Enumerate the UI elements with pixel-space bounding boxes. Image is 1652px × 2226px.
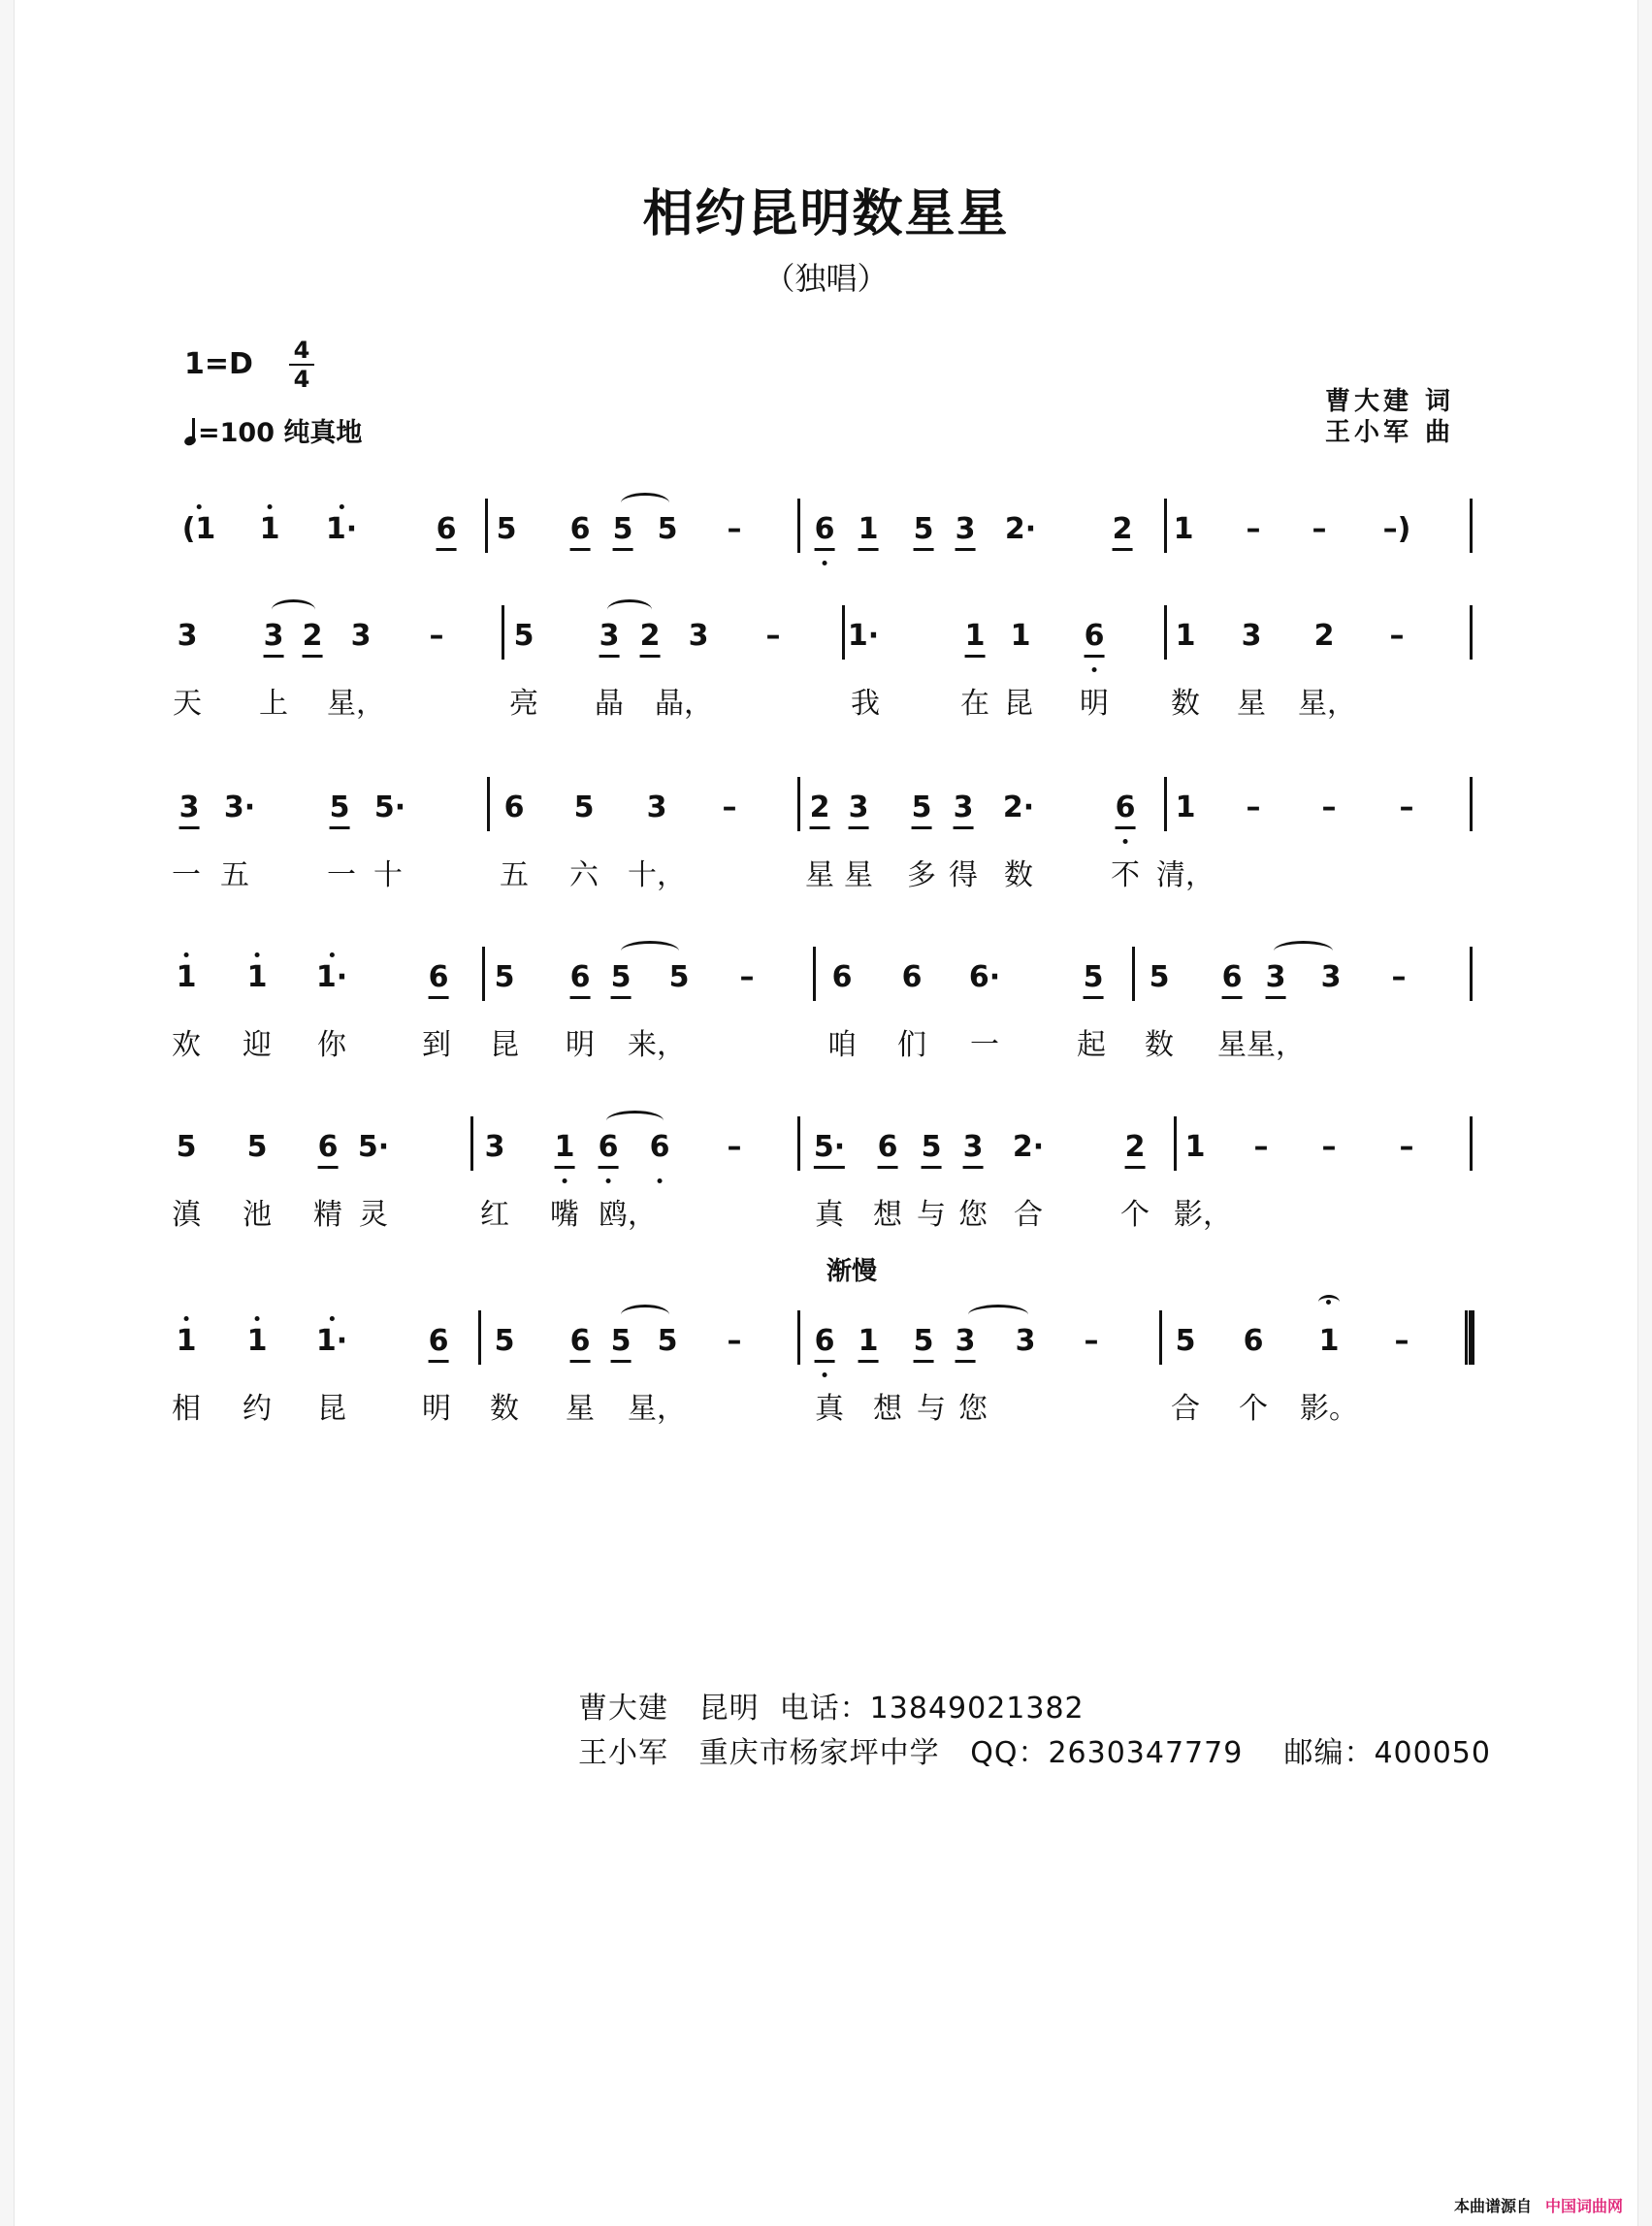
note: – (1391, 960, 1407, 994)
barline (1470, 777, 1473, 831)
lyric-syllable: 鸥， (599, 1198, 657, 1232)
note: 5 (613, 512, 633, 546)
note: 3 (956, 1324, 976, 1358)
note: 1 (247, 960, 268, 994)
barline (1164, 499, 1167, 553)
note: 5 (573, 790, 595, 824)
lyric-syllable: 昆 (317, 1392, 346, 1426)
note: 5 (330, 790, 350, 824)
note: 2· (1002, 790, 1035, 824)
tempo-text: =100 纯真地 (198, 418, 363, 448)
time-signature (287, 338, 316, 392)
credits (1325, 386, 1454, 448)
note: 3 (688, 619, 709, 653)
lyric-syllable: 与 (917, 1198, 946, 1232)
note: 3 (484, 1130, 505, 1164)
barline (485, 499, 488, 553)
note: 5 (914, 1324, 934, 1358)
lyric-syllable: 星 (844, 858, 873, 892)
lyric-syllable: 一 (327, 858, 356, 892)
barline (470, 1116, 473, 1171)
barline (1164, 777, 1167, 831)
note: 3 (264, 619, 284, 653)
lyric-syllable: 个 (1239, 1392, 1268, 1426)
note: 5 (494, 960, 515, 994)
note: – (1246, 790, 1261, 824)
barline (1470, 499, 1473, 553)
lyric-syllable: 滇 (172, 1198, 201, 1232)
lyric-syllable: 五 (220, 858, 249, 892)
lyric-syllable: 亮 (509, 687, 538, 721)
lyric-syllable: 晶， (655, 687, 713, 721)
lyric-syllable: 红 (480, 1198, 509, 1232)
note: 6 (1085, 619, 1105, 653)
barline (797, 1310, 800, 1365)
barline (478, 1310, 481, 1365)
lyric-syllable: 不 (1111, 858, 1140, 892)
barline (1470, 605, 1473, 660)
note: 5 (657, 512, 678, 546)
note: – (727, 512, 742, 546)
lyric-syllable: 数 (490, 1392, 519, 1426)
source-footer (1454, 2194, 1623, 2216)
note: 1· (847, 619, 880, 653)
note: 6 (815, 1324, 835, 1358)
note: 2 (810, 790, 830, 824)
note: 5 (611, 960, 632, 994)
note: 3 (350, 619, 372, 653)
lyric-syllable: 昆 (490, 1028, 519, 1062)
note: – (739, 960, 755, 994)
page-edge-right (1637, 0, 1652, 2226)
note: 5 (1084, 960, 1104, 994)
note: 2 (640, 619, 661, 653)
lyric-syllable: 影， (1174, 1198, 1232, 1232)
note: 3 (1320, 960, 1342, 994)
note: 2· (1004, 512, 1037, 546)
lyric-syllable: 欢 (172, 1028, 201, 1062)
source-site: 中国词曲网 (1544, 2197, 1623, 2215)
note: 6 (429, 1324, 449, 1358)
note: –) (1382, 512, 1411, 546)
note: 3 (954, 790, 974, 824)
note: 1· (316, 1324, 347, 1358)
lyric-syllable: 一 (970, 1028, 999, 1062)
lyric-syllable: 合 (1014, 1198, 1043, 1232)
lyric-syllable: 约 (243, 1392, 272, 1426)
lyric-syllable: 星， (1298, 687, 1356, 721)
note: 1 (858, 512, 879, 546)
lyric-syllable: 晶 (595, 687, 624, 721)
note: 1 (1184, 1130, 1206, 1164)
lyric-syllable: 你 (317, 1028, 346, 1062)
note: 5 (496, 512, 517, 546)
time-signature-bottom: 4 (293, 366, 310, 393)
lyric-syllable: 十 (373, 858, 403, 892)
barline (1470, 947, 1473, 1001)
note: 2 (1125, 1130, 1146, 1164)
lyric-syllable: 与 (917, 1392, 946, 1426)
note: 6 (1116, 790, 1136, 824)
note: 1· (326, 512, 357, 546)
note: – (722, 790, 737, 824)
note: – (727, 1130, 742, 1164)
note: 5 (611, 1324, 632, 1358)
lyric-syllable: 真 (815, 1392, 844, 1426)
lyric-syllable: 影。 (1300, 1392, 1358, 1426)
lyric-syllable: 合 (1171, 1392, 1200, 1426)
note: 5 (246, 1130, 268, 1164)
lyric-syllable: 数 (1004, 858, 1033, 892)
final-barline (1465, 1310, 1474, 1365)
lyric-syllable: 星 (566, 1392, 595, 1426)
quarter-note-icon (184, 418, 196, 445)
song-subtitle: （独唱） (763, 260, 889, 297)
note: – (1399, 1130, 1414, 1164)
song-title: 相约昆明数星星 (642, 185, 1010, 243)
lyric-syllable: 昆 (1004, 687, 1033, 721)
barline (1470, 1116, 1473, 1171)
note: (1 (182, 512, 216, 546)
lyric-syllable: 数 (1171, 687, 1200, 721)
note: 6 (599, 1130, 619, 1164)
note: 5 (657, 1324, 678, 1358)
note: 1 (1175, 790, 1196, 824)
lyric-syllable: 星， (1247, 1028, 1305, 1062)
lyric-syllable: 您 (958, 1198, 988, 1232)
lyric-syllable: 来， (628, 1028, 686, 1062)
note: 3 (599, 619, 620, 653)
note: 6 (503, 790, 525, 824)
contact-line-lyricist: 曹大建 昆明 电话：13849021382 (578, 1692, 1085, 1726)
barline (1174, 1116, 1177, 1171)
slur (272, 599, 315, 620)
note: 3 (177, 619, 198, 653)
note: 1 (260, 512, 280, 546)
barline (797, 1116, 800, 1171)
note: – (1253, 1130, 1269, 1164)
barline (813, 947, 816, 1001)
note: 1 (1173, 512, 1194, 546)
source-prefix: 本曲谱源自 (1453, 2197, 1532, 2215)
note: 3 (1266, 960, 1286, 994)
lyricist-credit: 曹大建 词 (1325, 387, 1455, 416)
lyric-syllable: 在 (960, 687, 989, 721)
barline (797, 499, 800, 553)
note: 3· (223, 790, 256, 824)
note: 3 (956, 512, 976, 546)
lyric-syllable: 真 (815, 1198, 844, 1232)
note: 6 (437, 512, 457, 546)
lyric-syllable: 灵 (359, 1198, 388, 1232)
note: 6 (318, 1130, 339, 1164)
note: – (1312, 512, 1327, 546)
note: 1 (1175, 619, 1196, 653)
note: 5· (814, 1130, 845, 1164)
note: 2 (303, 619, 323, 653)
composer-credit: 王小军 曲 (1325, 418, 1455, 447)
lyric-syllable: 个 (1120, 1198, 1150, 1232)
fermata-icon (1318, 1295, 1340, 1309)
note: – (1389, 619, 1405, 653)
note: 6 (878, 1130, 898, 1164)
note: – (1246, 512, 1261, 546)
note: 6 (1222, 960, 1243, 994)
lyric-syllable: 上 (259, 687, 288, 721)
note: – (1321, 790, 1337, 824)
lyric-syllable: 到 (422, 1028, 451, 1062)
lyric-syllable: 我 (851, 687, 880, 721)
contact-line-composer: 王小军 重庆市杨家坪中学 QQ：2630347779 邮编：400050 (578, 1736, 1491, 1770)
lyric-syllable: 六 (569, 858, 599, 892)
note: 3 (179, 790, 200, 824)
lyric-syllable: 天 (173, 687, 202, 721)
lyric-syllable: 一 (172, 858, 201, 892)
note: – (765, 619, 781, 653)
note: 1 (1318, 1324, 1340, 1358)
note: 5· (357, 1130, 390, 1164)
note: – (1399, 790, 1414, 824)
lyric-syllable: 明 (1080, 687, 1109, 721)
note: 5 (668, 960, 690, 994)
lyric-syllable: 相 (172, 1392, 201, 1426)
lyric-syllable: 嘴 (550, 1198, 579, 1232)
note: 5 (513, 619, 534, 653)
note: 6 (650, 1130, 670, 1164)
note: – (1321, 1130, 1337, 1164)
note: 6· (968, 960, 1001, 994)
note: 1 (1010, 619, 1031, 653)
lyric-syllable: 想 (873, 1198, 902, 1232)
note: 6 (901, 960, 923, 994)
note: 6 (815, 512, 835, 546)
lyric-syllable: 明 (566, 1028, 595, 1062)
lyric-syllable: 起 (1077, 1028, 1106, 1062)
lyric-syllable: 星 (1237, 687, 1266, 721)
slur (1274, 941, 1333, 961)
slur (607, 599, 652, 620)
note: 5 (1175, 1324, 1196, 1358)
note: 6 (1243, 1324, 1264, 1358)
barline (482, 947, 485, 1001)
lyric-syllable: 得 (949, 858, 978, 892)
time-signature-top: 4 (293, 337, 310, 364)
lyric-syllable: 想 (873, 1392, 902, 1426)
key-signature: 1=D (184, 347, 253, 381)
note: 5 (1149, 960, 1170, 994)
note: 6 (570, 1324, 591, 1358)
note: – (727, 1324, 742, 1358)
ritard-mark: 渐慢 (826, 1257, 878, 1286)
note: 6 (570, 960, 591, 994)
slur (606, 1111, 664, 1131)
slur (968, 1305, 1028, 1325)
note: – (429, 619, 444, 653)
note: 6 (429, 960, 449, 994)
barline (842, 605, 845, 660)
barline (487, 777, 490, 831)
note: 2 (1313, 619, 1335, 653)
lyric-syllable: 星， (327, 687, 385, 721)
note: 1· (316, 960, 347, 994)
lyric-syllable: 星 (1217, 1028, 1247, 1062)
note: 1 (858, 1324, 879, 1358)
note: – (1394, 1324, 1409, 1358)
note: – (1084, 1324, 1099, 1358)
lyric-syllable: 精 (313, 1198, 342, 1232)
barline (1159, 1310, 1162, 1365)
note: 1 (247, 1324, 268, 1358)
note: 5 (494, 1324, 515, 1358)
lyric-syllable: 多 (907, 858, 936, 892)
lyric-syllable: 池 (243, 1198, 272, 1232)
lyric-syllable: 咱 (827, 1028, 857, 1062)
note: 5 (914, 512, 934, 546)
barline (502, 605, 504, 660)
note: 3 (1241, 619, 1262, 653)
lyric-syllable: 星， (628, 1392, 686, 1426)
lyric-syllable: 清， (1156, 858, 1215, 892)
slur (621, 493, 669, 513)
note: 6 (570, 512, 591, 546)
note: 2 (1113, 512, 1133, 546)
lyric-syllable: 数 (1145, 1028, 1174, 1062)
lyric-syllable: 十， (628, 858, 686, 892)
note: 5 (912, 790, 932, 824)
note: 5 (922, 1130, 942, 1164)
note: 3 (1015, 1324, 1036, 1358)
barline (1132, 947, 1135, 1001)
tempo-marking (184, 411, 362, 449)
lyric-syllable: 明 (422, 1392, 451, 1426)
lyric-syllable: 星 (805, 858, 834, 892)
note: 1 (177, 960, 197, 994)
note: 2· (1012, 1130, 1045, 1164)
note: 1 (177, 1324, 197, 1358)
note: 3 (963, 1130, 984, 1164)
page-edge-left (0, 0, 15, 2226)
lyric-syllable: 们 (897, 1028, 926, 1062)
lyric-syllable: 五 (500, 858, 529, 892)
note: 3 (849, 790, 869, 824)
note: 1 (965, 619, 986, 653)
slur (621, 941, 679, 961)
note: 1 (555, 1130, 575, 1164)
note: 5 (176, 1130, 197, 1164)
lyric-syllable: 迎 (243, 1028, 272, 1062)
note: 6 (831, 960, 853, 994)
note: 3 (646, 790, 667, 824)
barline (1164, 605, 1167, 660)
barline (797, 777, 800, 831)
lyric-syllable: 您 (958, 1392, 988, 1426)
note: 5· (373, 790, 406, 824)
slur (621, 1305, 669, 1325)
